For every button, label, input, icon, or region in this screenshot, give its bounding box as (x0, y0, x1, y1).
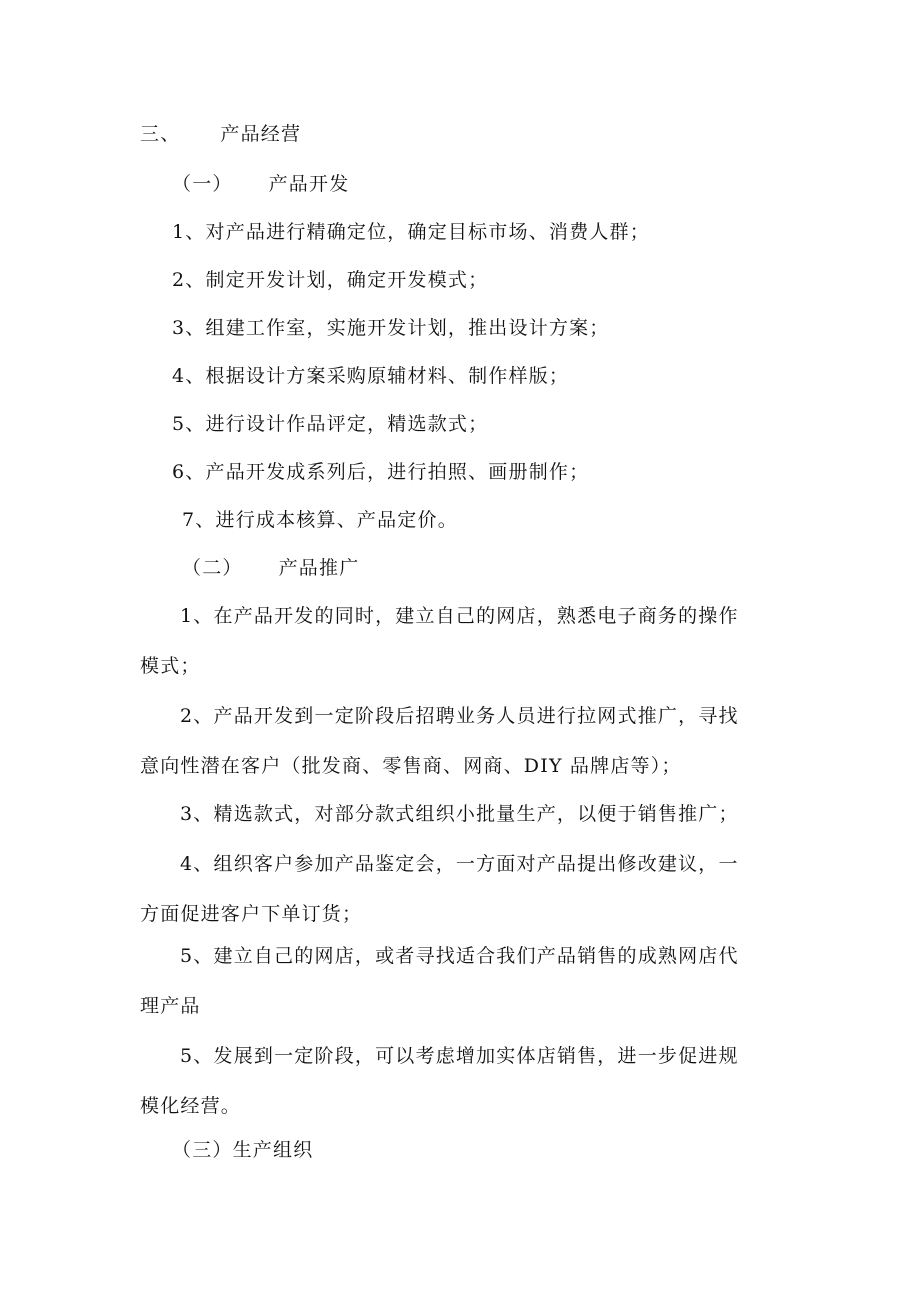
list-item: 7、进行成本核算、产品定价。 (182, 509, 458, 531)
list-item-continuation: 模式； (140, 655, 201, 677)
list-item-continuation: 方面促进客户下单订货； (140, 903, 363, 925)
list-item: 3、组建工作室，实施开发计划，推出设计方案； (172, 317, 610, 339)
subsection-number: （一） (172, 173, 233, 195)
subsection-title: 生产组织 (232, 1139, 314, 1161)
list-item: 4、组织客户参加产品鉴定会，一方面对产品提出修改建议，一 (180, 853, 739, 875)
list-item: 6、产品开发成系列后，进行拍照、画册制作； (172, 461, 590, 483)
subsection-title: 产品推广 (278, 557, 360, 579)
subsection-number: （三） (172, 1139, 233, 1161)
subsection-heading-3 (172, 1138, 313, 1162)
list-item-continuation: 模化经营。 (140, 1095, 242, 1117)
list-item: 5、建立自己的网店，或者寻找适合我们产品销售的成熟网店代 (180, 945, 739, 967)
subsection-heading-1 (172, 172, 349, 196)
list-item: 2、制定开发计划，确定开发模式； (172, 269, 489, 291)
list-item: 4、根据设计方案采购原辅材料、制作样版； (172, 365, 570, 387)
list-item: 2、产品开发到一定阶段后招聘业务人员进行拉网式推广，寻找 (180, 705, 739, 727)
subsection-heading-2 (182, 556, 359, 580)
subsection-number: （二） (182, 557, 243, 579)
list-item: 1、在产品开发的同时，建立自己的网店，熟悉电子商务的操作 (180, 605, 739, 627)
list-item: 5、进行设计作品评定，精选款式； (172, 413, 489, 435)
subsection-title: 产品开发 (268, 173, 350, 195)
list-item-continuation: 意向性潜在客户（批发商、零售商、网商、DIY 品牌店等）； (140, 755, 682, 777)
list-item-continuation: 理产品 (140, 995, 201, 1017)
section-number: 三、 (140, 123, 181, 145)
section-title: 产品经营 (220, 123, 302, 145)
list-item: 5、发展到一定阶段，可以考虑增加实体店销售，进一步促进规 (180, 1045, 739, 1067)
section-heading (140, 122, 301, 146)
list-item: 3、精选款式，对部分款式组织小批量生产，以便于销售推广； (180, 803, 739, 825)
list-item: 1、对产品进行精确定位，确定目标市场、消费人群； (172, 221, 650, 243)
